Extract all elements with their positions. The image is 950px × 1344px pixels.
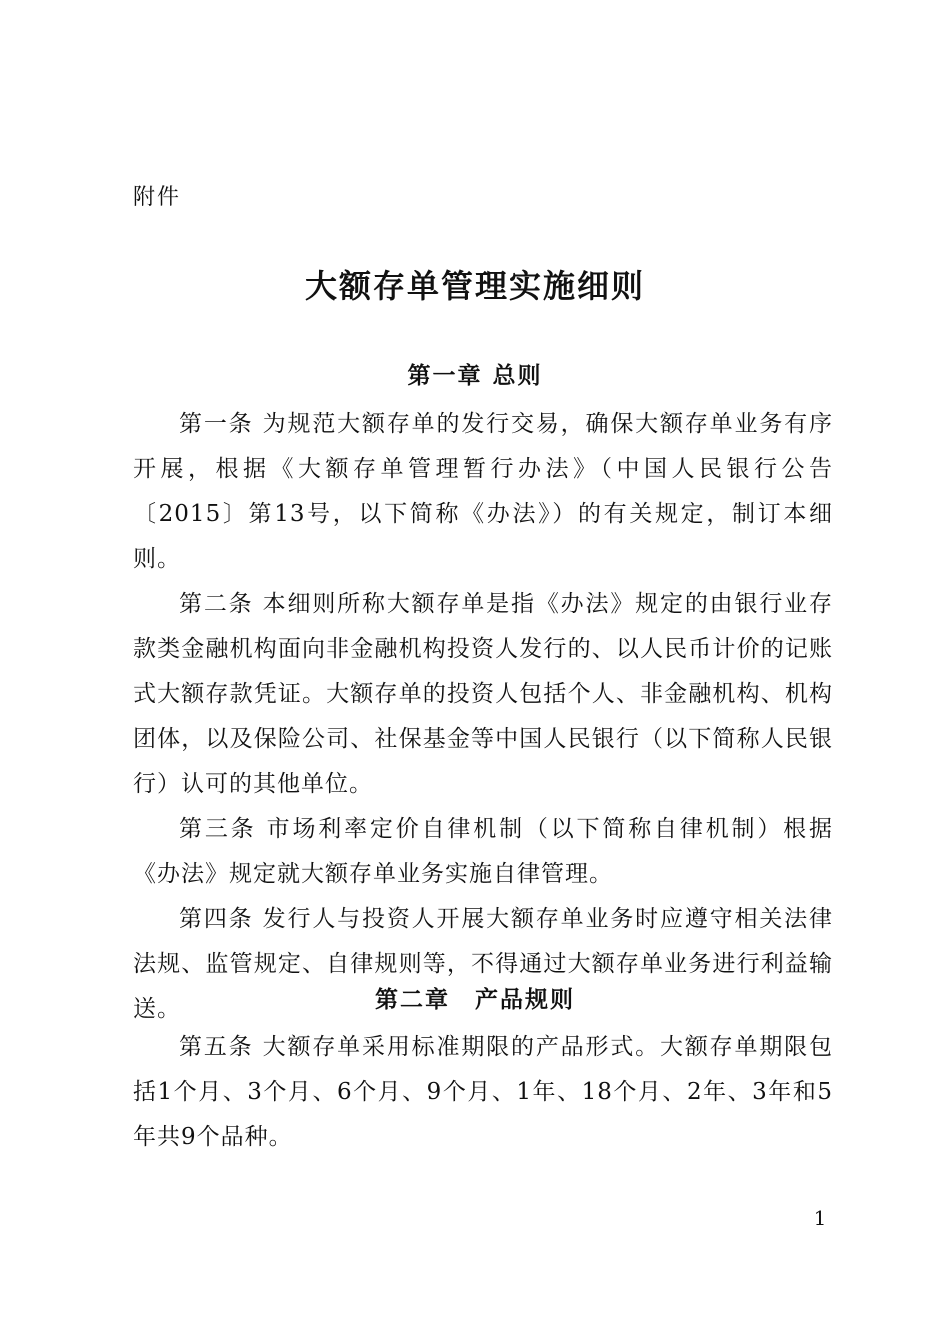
attachment-label: 附件 <box>133 185 182 210</box>
document-title: 大额存单管理实施细则 <box>304 267 645 305</box>
article-paragraph: 第五条 大额存单采用标准期限的产品形式。大额存单期限包括1个月、3个月、6个月、9个月、1年、18个月、2年、3年和5年共9个品种。 <box>133 1034 833 1150</box>
article-paragraph: 第一条 为规范大额存单的发行交易，确保大额存单业务有序开展，根据《大额存单管理暂行办法》（中国人民银行公告〔2015〕第13号，以下简称《办法》）的有关规定，制订本细则。 <box>133 411 833 572</box>
chapter-heading: 第二章 产品规则 <box>375 986 575 1013</box>
chapter-body <box>133 1025 833 1160</box>
page-number: 1 <box>813 1206 827 1230</box>
chapter-body <box>133 402 833 1032</box>
chapter-heading: 第一章 总则 <box>407 362 543 389</box>
article-paragraph: 第三条 市场利率定价自律机制（以下简称自律机制）根据《办法》规定就大额存单业务实施自律管理。 <box>133 816 833 887</box>
article-paragraph: 第四条 发行人与投资人开展大额存单业务时应遵守相关法律法规、监管规定、自律规则等，不得通过大额存单业务进行利益输送。 <box>133 906 833 1022</box>
article-paragraph: 第二条 本细则所称大额存单是指《办法》规定的由银行业存款类金融机构面向非金融机构投资人发行的、以人民币计价的记账式大额存款凭证。大额存单的投资人包括个人、非金融机构、机构团体，以及保险公司、社保基金等中国人民银行（以下简称人民银行）认可的其他单位。 <box>133 591 833 797</box>
